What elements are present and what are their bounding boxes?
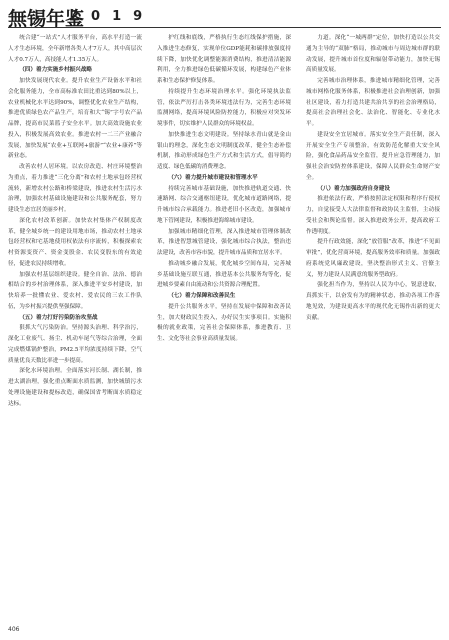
paragraph: 推进依法行政，严格按照法定权限和程序行使权力，自觉接受人大法律监督和政协民主监督，主动接受社会和舆论监督。深入推进政务公开，提高政府工作透明度。 [306,196,440,235]
paragraph: 持续完善城市基础设施，加快推进轨道交通、快速路网、综合交通枢纽建设，优化城市道路网络，提升城市综合承载能力。推进老旧小区改造，加强城市地下管网建设，积极推进海绵城市建设。 [157,185,291,224]
paragraph: 持续提升生态环境治理水平。强化环境执法监管，依法严厉打击各类环境违法行为，完善生态环境监测网络，提高环境风险防控能力，积极应对突发环境事件，切实维护人民群众的环境权益。 [157,88,291,127]
paragraph: 力道。深化“一城两群”定位，加快打造以公共交通为主导的“双肺”格局，推动城市与周边城市群的联动发展，提升城市首位度和辐射带动能力，加快无锡高质量发展。 [306,35,440,74]
paragraph: 推动城乡融合发展，优化城乡空间布局，完善城乡基础设施互联互通，推进基本公共服务均等化，促进城乡要素自由流动和公共资源合理配置。 [157,260,291,289]
header-rule [8,27,441,28]
paragraph: 提升行政效能，深化“放管服”改革，推进“不见面审批”，优化营商环境，提高服务效率和质量。加强政府系统党风廉政建设，坚决整治形式主义、官僚主义，努力建设人民满意的服务型政府。 [306,239,440,278]
yearbook-logo: 無锡年鉴 [8,8,85,30]
section-heading: （五）着力打好污染防治攻坚战 [19,314,98,321]
paragraph: 建设安全宜居城市。落实安全生产责任制，深入开展安全生产专项整治，有效防范化解重大安全风险，强化食品药品安全监管，提升应急管理能力，加强社会治安防控体系建设，保障人民群众生命财产安全。 [306,131,440,181]
paragraph: 加强农村基层组织建设。健全自治、法治、德治相结合的乡村治理体系，深入推进平安乡村建设，加快培养一批懂农业、爱农村、爱农民的三农工作队伍，为乡村振兴提供坚强保障。 [8,271,142,310]
section-heading: （六）着力提升城市建设和管理水平 [168,174,258,181]
paragraph: 加强城市精细化管理，深入推进城市管理体制改革，推进智慧城管建设，强化城市综合执法，整治违法建设，改善市容市貌，提升城市品质和宜居水平。 [157,228,291,256]
text-column-right [306,33,440,623]
page-header [0,0,449,32]
paragraph: 狠抓大气污染防治。坚持源头治理、科学治污，深化工业废气、扬尘、机动车尾气等综合治理，全面完成燃煤锅炉整治，PM2.5平均浓度持续下降，空气质量优良天数比率进一步提高。 [8,325,142,364]
section-heading: （八）着力加强政府自身建设 [317,185,390,192]
page-number: 406 [8,626,20,633]
paragraph: 强化担当作为，坚持以人民为中心，锐意进取，真抓实干，以奋发有为的精神状态，推动各项工作落地见效，为建设更高水平的现代化无锡作出新的更大贡献。 [306,282,440,321]
paragraph: 深化水环境治理。全面落实河长制、湖长制，推进太湖治理，强化重点断面水质监测，加快城镇污水处理设施建设和提标改造，确保国省考断面水质稳定达标。 [8,368,142,407]
paragraph: 加快推进生态文明建设。坚持绿水青山就是金山银山的理念，深化生态文明制度改革，健全生态补偿机制，推动形成绿色生产方式和生活方式，倡导简约适度、绿色低碳的消费理念。 [157,131,291,170]
section-heading: （四）着力实施乡村振兴战略 [19,67,92,74]
paragraph: 统合建“一站式”人才服务平台，高水平打造一流人才生态环境，全年新增各类人才7万人，其中高层次人才0.7万人，高技能人才1.35万人。 [8,35,142,63]
paragraph: 改善农村人居环境。以农房改造、村庄环境整治为重点，着力推进“三化分离”和农村土地承包经营权流转，新增农村公路和桥梁建设，推进农村生活污水治理，加强农村基础设施建设和公共服务配套，努力建设生态宜居美丽乡村。 [8,164,142,213]
yearbook-year: 2019 [70,9,155,24]
paragraph: 提升公共服务水平，坚持在发展中保障和改善民生，加大财政民生投入，办好民生实事项目。实施积极的就业政策，完善社会保障体系，推进教育、卫生、文化等社会事业高质量发展。 [157,303,291,342]
body-columns [8,33,441,623]
paragraph: 加快发展现代农业。提升农业生产设备水平和社会化服务能力，全市高标准农田比重达到80%以上，农业机械化水平达到90%，调整优化农业生产结构，推进优质绿色农产品生产，培育和大“锡”字号农产品品牌，提高市民菜篮子安全水平。加大高效设施农业投入，积极发展高效农业。推进农村一二三产业融合发展，加快发展“农业+互联网+旅游”“农业+康养”等新业态。 [8,78,142,160]
paragraph: 完善城市治理体系，推进城市精细化管理，完善城市网格化服务体系，积极推进社会治理创新，加强社区建设，着力打造共建共治共享的社会治理格局，提高社会治理社会化、法治化、智能化、专业化水平。 [306,78,440,127]
text-column-left [8,33,142,623]
paragraph: 护红线和底线，严格执行生态红线保护措施，深入推进生态修复，实现单位GDP能耗和碳排放强度持续下降，加快优化调整能源消费结构，推进清洁能源利用，全力推进绿色低碳循环发展，构建绿色产业体系和生态保护修复体系。 [157,35,291,84]
section-heading: （七）着力保障和改善民生 [168,293,236,299]
text-column-middle [157,33,291,623]
paragraph: 深化农村改革创新。加快农村集体产权制度改革，健全城乡统一的建设用地市场，推动农村土地承包经营权和宅基地使用权依法有序流转，积极探索农村资源变资产、资金变股金、农民变股东的有效途径，促进农民持续增收。 [8,217,142,267]
